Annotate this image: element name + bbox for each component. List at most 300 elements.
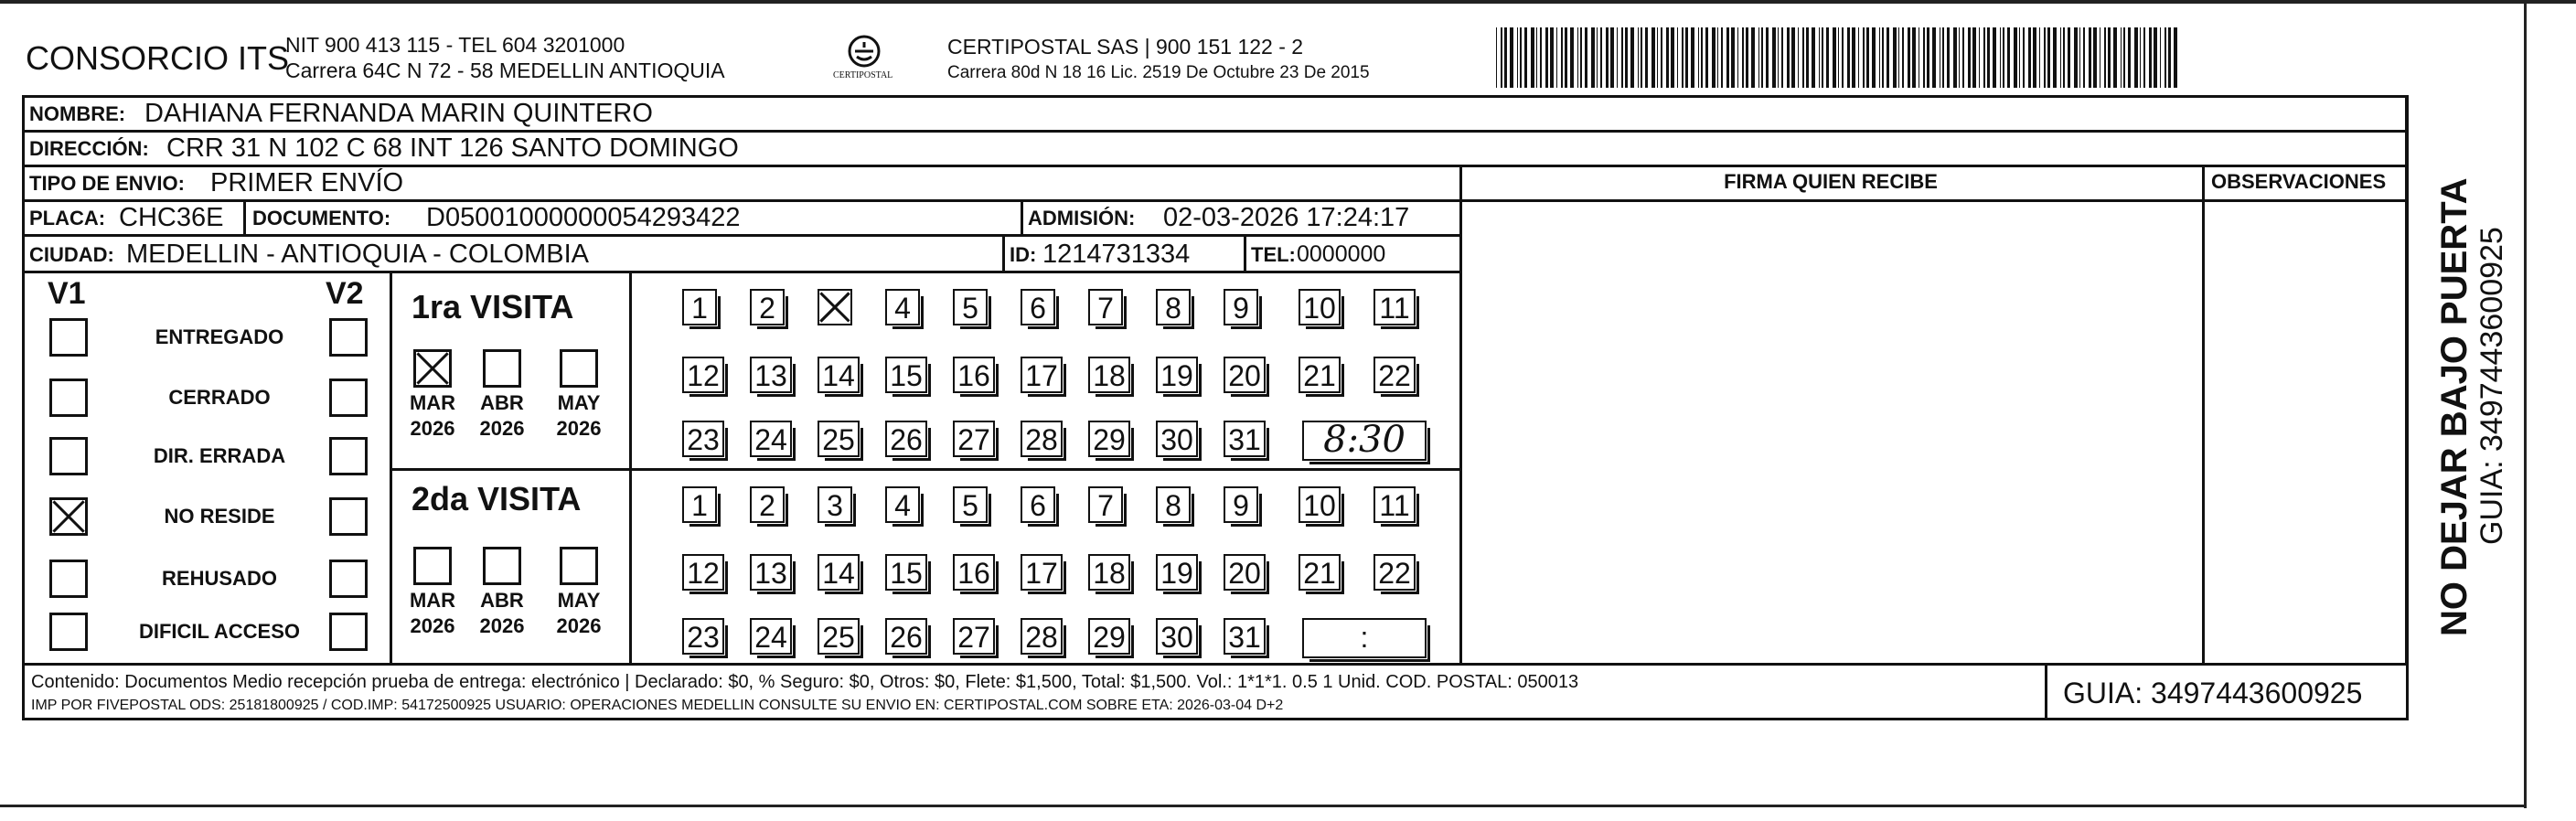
day-box[interactable]: [1224, 618, 1266, 655]
barcode-bar: [2063, 27, 2065, 88]
day-number: 10: [1303, 292, 1336, 325]
month-checkbox[interactable]: [413, 547, 452, 585]
v1-checkbox[interactable]: [49, 497, 88, 536]
cell-divider: [243, 199, 246, 234]
day-box[interactable]: [953, 618, 995, 655]
day-box[interactable]: [1224, 421, 1266, 457]
month-year: 2026: [556, 417, 602, 440]
day-box[interactable]: [1374, 357, 1416, 393]
barcode-bar: [1585, 27, 1587, 88]
day-number: 23: [687, 621, 720, 654]
day-box[interactable]: [1224, 486, 1258, 523]
barcode-bar: [1701, 27, 1703, 88]
barcode-bar: [1531, 27, 1534, 88]
day-number: 1: [691, 489, 708, 522]
day-number: 12: [687, 557, 720, 590]
day-box[interactable]: [885, 357, 927, 393]
day-box[interactable]: [818, 421, 860, 457]
day-number: 17: [1025, 557, 1058, 590]
status-label: NO RESIDE: [164, 505, 275, 528]
day-box[interactable]: [1156, 618, 1198, 655]
barcode-bar: [1833, 27, 1836, 88]
v2-checkbox[interactable]: [329, 497, 368, 536]
month-label: MAY: [557, 391, 601, 414]
barcode-bar: [1781, 27, 1783, 88]
day-number: 5: [962, 489, 978, 522]
barcode-bar: [1565, 27, 1567, 88]
barcode-bar: [1746, 27, 1748, 88]
day-box[interactable]: [750, 289, 785, 325]
day-box[interactable]: [818, 554, 860, 591]
v1-checkbox[interactable]: [49, 560, 88, 598]
tel-label: TEL:: [1251, 243, 1296, 266]
day-box[interactable]: [818, 357, 860, 393]
barcode-bar: [1987, 27, 1990, 88]
barcode-bar: [1504, 27, 1507, 88]
company-nit: NIT 900 413 115 - TEL 604 3201000: [285, 33, 625, 57]
day-box[interactable]: [818, 618, 860, 655]
right-frame: [2524, 0, 2527, 808]
day-box[interactable]: [885, 486, 920, 523]
barcode-bar: [1577, 27, 1578, 88]
tipo-envio-label: TIPO DE ENVIO:: [29, 172, 185, 195]
day-box[interactable]: [953, 486, 988, 523]
month-year: 2026: [410, 417, 455, 440]
day-number: 31: [1228, 423, 1261, 456]
row-divider: [22, 130, 2409, 133]
visit-time-box[interactable]: [1302, 421, 1427, 461]
day-box[interactable]: [1021, 486, 1055, 523]
day-number: 7: [1097, 489, 1114, 522]
barcode-bar: [1968, 27, 1971, 88]
barcode-bar: [1712, 27, 1716, 88]
admision-label: ADMISIÓN:: [1028, 207, 1136, 229]
barcode-bar: [2079, 27, 2080, 88]
day-number: 19: [1160, 557, 1193, 590]
barcode-bar: [1858, 27, 1859, 88]
day-number: 12: [687, 359, 720, 392]
barcode-bar: [1721, 27, 1723, 88]
barcode-bar: [1671, 27, 1674, 88]
barcode-bar: [2168, 27, 2171, 88]
company-address: Carrera 64C N 72 - 58 MEDELLIN ANTIOQUIA: [285, 59, 725, 82]
day-number: 29: [1093, 423, 1126, 456]
day-box[interactable]: [750, 357, 792, 393]
day-box[interactable]: [1021, 357, 1063, 393]
barcode-bar: [2143, 27, 2145, 88]
barcode-bar: [1496, 27, 1497, 88]
barcode-bar: [1879, 27, 1880, 88]
barcode-bar: [1691, 27, 1694, 88]
day-number: 15: [890, 557, 923, 590]
day-box[interactable]: [682, 421, 724, 457]
day-box[interactable]: [1224, 357, 1266, 393]
barcode-bar: [1625, 27, 1628, 88]
barcode-bar: [1983, 27, 1985, 88]
barcode-bar: [2068, 27, 2070, 88]
day-box[interactable]: [682, 554, 724, 591]
day-box[interactable]: [1374, 554, 1416, 591]
day-box[interactable]: [885, 618, 927, 655]
day-number: 28: [1025, 621, 1058, 654]
month-label: ABR: [480, 391, 524, 414]
day-number: 16: [957, 557, 990, 590]
day-number: 20: [1228, 557, 1261, 590]
barcode-bar: [2174, 27, 2177, 88]
day-number: 22: [1378, 557, 1411, 590]
day-box[interactable]: [1224, 554, 1266, 591]
barcode-bar: [1742, 27, 1744, 88]
status-label: DIR. ERRADA: [153, 444, 286, 467]
side-guia: GUIA: 3497443600925: [2474, 227, 2509, 545]
day-box[interactable]: [953, 357, 995, 393]
month-checkbox[interactable]: [483, 349, 521, 388]
barcode-bar: [1630, 27, 1634, 88]
barcode-bar: [1645, 27, 1648, 88]
barcode-bar: [1972, 27, 1976, 88]
day-number: 6: [1030, 489, 1046, 522]
barcode-bar: [1726, 27, 1729, 88]
v2-checkbox[interactable]: [329, 318, 368, 357]
day-box[interactable]: [750, 486, 785, 523]
barcode-bar: [1677, 27, 1678, 88]
barcode-bar: [1517, 27, 1518, 88]
certipostal-logo: [828, 31, 901, 84]
barcode-bar: [1682, 27, 1683, 88]
month-year: 2026: [410, 614, 455, 637]
barcode-bar: [2154, 27, 2157, 88]
barcode-bar: [2003, 27, 2004, 88]
month-checkbox[interactable]: [560, 547, 598, 585]
barcode-bar: [2083, 27, 2085, 88]
day-number: 5: [962, 292, 978, 325]
barcode-bar: [1570, 27, 1574, 88]
barcode-bar: [1524, 27, 1527, 88]
day-box[interactable]: [682, 357, 724, 393]
ciudad-value: MEDELLIN - ANTIOQUIA - COLOMBIA: [126, 240, 589, 269]
barcode-bar: [1766, 27, 1769, 88]
v2-checkbox[interactable]: [329, 437, 368, 475]
barcode-bar: [1556, 27, 1557, 88]
barcode-bar: [2007, 27, 2010, 88]
day-box[interactable]: [1021, 554, 1063, 591]
day-box[interactable]: [1088, 421, 1130, 457]
barcode-bar: [2044, 27, 2046, 88]
direccion-label: DIRECCIÓN:: [29, 137, 149, 160]
nombre-label: NOMBRE:: [29, 102, 126, 125]
barcode-bar: [1822, 27, 1823, 88]
barcode-bar: [1698, 27, 1699, 88]
row-divider: [22, 199, 2409, 202]
first-visit-title: 1ra VISITA: [412, 288, 574, 325]
barcode-bar: [2047, 27, 2050, 88]
day-box[interactable]: [1224, 289, 1258, 325]
barcode-bar: [1812, 27, 1815, 88]
barcode-bar: [2134, 27, 2138, 88]
nombre-value: DAHIANA FERNANDA MARIN QUINTERO: [144, 99, 653, 128]
day-box[interactable]: [1156, 421, 1198, 457]
barcode-bar: [1866, 27, 1869, 88]
barcode-bar: [2149, 27, 2152, 88]
day-number: 18: [1093, 557, 1126, 590]
barcode-bar: [2108, 27, 2111, 88]
day-box[interactable]: [1156, 554, 1198, 591]
barcode-bar: [2023, 27, 2025, 88]
firma-label: FIRMA QUIEN RECIBE: [1724, 170, 1938, 193]
day-number: 15: [890, 359, 923, 392]
barcode-bar: [1621, 27, 1623, 88]
barcode-bar: [1666, 27, 1669, 88]
barcode-bar: [1863, 27, 1865, 88]
day-number: 20: [1228, 359, 1261, 392]
day-box[interactable]: [1021, 618, 1063, 655]
visit-month-divider: [629, 271, 632, 663]
barcode-bar: [1597, 27, 1598, 88]
barcode-bar: [1705, 27, 1708, 88]
barcode-bar: [2123, 27, 2125, 88]
carrier-name: CERTIPOSTAL SAS | 900 151 122 - 2: [947, 35, 1304, 59]
day-box[interactable]: [885, 289, 920, 325]
barcode-bar: [1550, 27, 1554, 88]
barcode-bar: [2104, 27, 2106, 88]
barcode-bar: [2028, 27, 2031, 88]
placa-label: PLACA:: [29, 207, 106, 229]
day-number: 29: [1093, 621, 1126, 654]
barcode-bar: [2093, 27, 2097, 88]
ciudad-label: CIUDAD:: [29, 243, 114, 266]
barcode-bar: [1947, 27, 1950, 88]
day-box[interactable]: [1088, 357, 1130, 393]
month-checkbox[interactable]: [560, 349, 598, 388]
company-name: CONSORCIO ITS: [26, 39, 290, 77]
barcode-bar: [1758, 27, 1759, 88]
barcode-bar: [1872, 27, 1876, 88]
day-box[interactable]: [818, 289, 852, 325]
day-box[interactable]: [1299, 554, 1341, 591]
barcode-bar: [2014, 27, 2017, 88]
day-number: 18: [1093, 359, 1126, 392]
day-box[interactable]: [953, 421, 995, 457]
day-number: 21: [1303, 359, 1336, 392]
day-box[interactable]: [1299, 486, 1341, 523]
placa-value: CHC36E: [119, 203, 224, 232]
v2-checkbox[interactable]: [329, 560, 368, 598]
barcode-bar: [1751, 27, 1755, 88]
day-number: 11: [1379, 489, 1410, 522]
barcode-bar: [1731, 27, 1735, 88]
day-number: 13: [754, 557, 787, 590]
day-number: 10: [1303, 489, 1336, 522]
barcode-bar: [1932, 27, 1936, 88]
day-box[interactable]: [1156, 289, 1191, 325]
firma-column-left: [1459, 165, 1462, 663]
observaciones-column-left: [2202, 165, 2205, 663]
observaciones-column-right: [2405, 95, 2408, 663]
barcode-bar: [1685, 27, 1688, 88]
barcode-bar: [2113, 27, 2117, 88]
month-year: 2026: [479, 614, 525, 637]
day-box[interactable]: [1299, 289, 1341, 325]
day-box[interactable]: [818, 486, 852, 523]
barcode-bar: [1778, 27, 1779, 88]
barcode-bar: [2060, 27, 2061, 88]
month-label: ABR: [480, 589, 524, 612]
barcode-bar: [1898, 27, 1899, 88]
month-label: MAR: [409, 391, 456, 414]
day-number: 7: [1097, 292, 1114, 325]
documento-label: DOCUMENTO:: [252, 207, 391, 229]
barcode-bar: [1979, 27, 1980, 88]
day-number: 19: [1160, 359, 1193, 392]
day-box[interactable]: [1021, 421, 1063, 457]
carrier-license: Carrera 80d N 18 16 Lic. 2519 De Octubre 23 De 2015: [947, 63, 1370, 82]
day-box[interactable]: [1021, 289, 1055, 325]
day-number: 30: [1160, 621, 1193, 654]
row-divider: [22, 165, 2409, 167]
v1-checkbox[interactable]: [49, 613, 88, 651]
barcode-bar: [1852, 27, 1855, 88]
day-box[interactable]: [682, 486, 717, 523]
barcode-bar: [1540, 27, 1542, 88]
row-divider: [22, 271, 1459, 273]
day-box[interactable]: [1156, 486, 1191, 523]
day-number: 23: [687, 423, 720, 456]
v2-checkbox[interactable]: [329, 379, 368, 417]
observaciones-label: OBSERVACIONES: [2211, 170, 2387, 193]
day-number: 11: [1379, 292, 1410, 325]
barcode-bar: [1993, 27, 1996, 88]
day-box[interactable]: [885, 554, 927, 591]
barcode-bar: [1838, 27, 1839, 88]
status-label: ENTREGADO: [155, 325, 284, 348]
barcode-bar: [1826, 27, 1829, 88]
day-number: [827, 292, 843, 325]
day-number: 1: [691, 292, 708, 325]
barcode-bar: [1617, 27, 1618, 88]
day-number: 25: [822, 621, 855, 654]
day-box[interactable]: [682, 618, 724, 655]
footer-content: Contenido: Documentos Medio recepción prueba de entrega: electrónico | Declarado: $0, % Seguro: $0, Otros: $0, Flete: $1,500, Total: $1,500. Vol.: 1*1*1. 0.5 1 Unid. COD. POSTAL: 050013: [31, 672, 1579, 692]
day-number: 14: [822, 359, 855, 392]
day-box[interactable]: [1374, 486, 1416, 523]
barcode-bar: [1545, 27, 1548, 88]
day-number: 9: [1233, 292, 1249, 325]
day-number: 22: [1378, 359, 1411, 392]
v1-label: V1: [48, 276, 86, 311]
direccion-value: CRR 31 N 102 C 68 INT 126 SANTO DOMINGO: [166, 133, 739, 163]
day-number: 2: [759, 489, 775, 522]
day-number: 3: [827, 489, 843, 522]
footer-guia-divider: [2045, 663, 2047, 720]
day-number: 4: [894, 292, 911, 325]
day-box[interactable]: [1156, 357, 1198, 393]
visit-time: 8:30: [1323, 419, 1406, 461]
v2-checkbox[interactable]: [329, 613, 368, 651]
month-label: MAY: [557, 589, 601, 612]
day-number: 27: [957, 621, 990, 654]
barcode-bar: [1717, 27, 1718, 88]
day-number: 2: [759, 292, 775, 325]
day-box[interactable]: [953, 289, 988, 325]
month-checkbox[interactable]: [483, 547, 521, 585]
day-number: 9: [1233, 489, 1249, 522]
barcode-bar: [2019, 27, 2020, 88]
barcode-bar: [1787, 27, 1790, 88]
tipo-envio-value: PRIMER ENVÍO: [210, 168, 404, 197]
day-box[interactable]: [1088, 486, 1123, 523]
barcode-bar: [1953, 27, 1957, 88]
day-box[interactable]: [1088, 289, 1123, 325]
barcode-bar: [1536, 27, 1537, 88]
status-label: CERRADO: [168, 386, 271, 409]
day-box[interactable]: [750, 421, 792, 457]
barcode-bar: [1902, 27, 1904, 88]
barcode-bar: [2121, 27, 2122, 88]
barcode-bar: [1606, 27, 1609, 88]
day-number: 27: [957, 423, 990, 456]
day-number: 26: [890, 423, 923, 456]
barcode-bar: [1772, 27, 1776, 88]
barcode-bar: [1927, 27, 1929, 88]
v1-checkbox[interactable]: [49, 379, 88, 417]
day-number: 24: [754, 621, 787, 654]
day-number: 30: [1160, 423, 1193, 456]
v1-checkbox[interactable]: [49, 318, 88, 357]
tel-value: 0000000: [1297, 241, 1386, 267]
month-checkbox[interactable]: [413, 349, 452, 388]
barcode-bar: [2033, 27, 2036, 88]
barcode-bar: [1501, 27, 1502, 88]
day-box[interactable]: [1088, 554, 1130, 591]
day-number: 21: [1303, 557, 1336, 590]
barcode-bar: [2140, 27, 2141, 88]
barcode-bar: [1802, 27, 1804, 88]
barcode-bar: [1819, 27, 1820, 88]
status-label: REHUSADO: [162, 567, 277, 590]
day-number: 16: [957, 359, 990, 392]
barcode-bar: [1798, 27, 1799, 88]
day-box[interactable]: [1088, 618, 1130, 655]
barcode-bar: [1791, 27, 1795, 88]
id-label: ID:: [1010, 243, 1037, 266]
v2-label: V2: [326, 276, 364, 311]
barcode-bar: [1657, 27, 1658, 88]
day-box[interactable]: [1299, 357, 1341, 393]
day-box[interactable]: [750, 618, 792, 655]
day-number: 31: [1228, 621, 1261, 654]
barcode-bar: [1761, 27, 1763, 88]
barcode-bar: [1600, 27, 1602, 88]
day-box[interactable]: [750, 554, 792, 591]
barcode-bar: [1923, 27, 1925, 88]
day-box[interactable]: [682, 289, 717, 325]
cell-divider: [1002, 234, 1005, 271]
barcode-bar: [1842, 27, 1844, 88]
barcode-bar: [2053, 27, 2057, 88]
barcode-bar: [1580, 27, 1582, 88]
day-box[interactable]: [885, 421, 927, 457]
barcode-bar: [1882, 27, 1884, 88]
status-divider: [390, 271, 392, 663]
day-box[interactable]: [953, 554, 995, 591]
barcode-bar: [1591, 27, 1595, 88]
visit-time-box[interactable]: [1302, 618, 1427, 658]
barcode-bar: [2160, 27, 2161, 88]
top-border: [0, 0, 2576, 4]
day-box[interactable]: [1374, 289, 1416, 325]
v1-checkbox[interactable]: [49, 437, 88, 475]
day-number: 24: [754, 423, 787, 456]
